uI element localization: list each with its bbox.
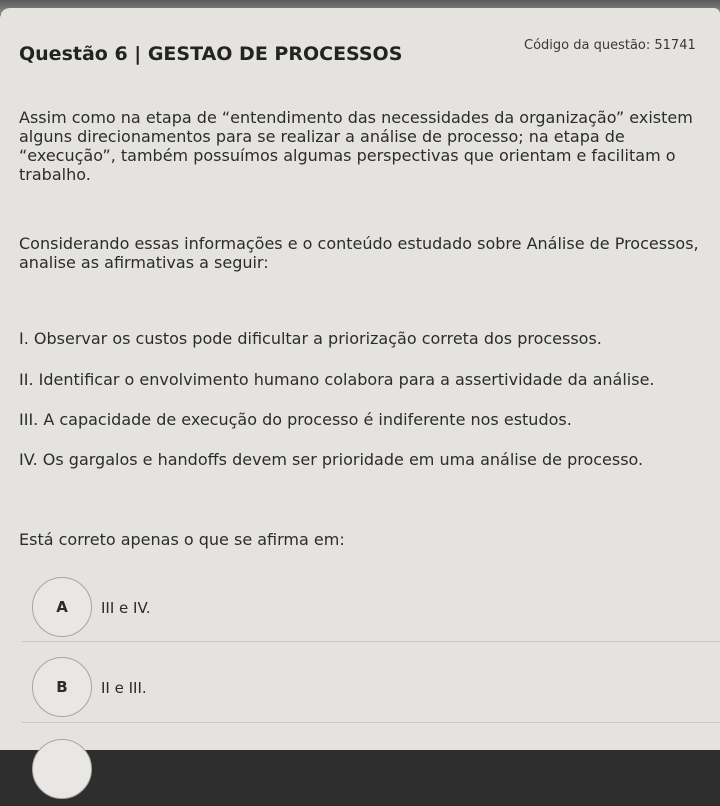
option-a[interactable] (20, 574, 710, 644)
option-divider (22, 722, 720, 723)
option-radio-circle[interactable] (32, 739, 92, 799)
statement-i: I. Observar os custos pode dificultar a priorização correta dos processos. (19, 329, 602, 348)
option-text: II e III. (101, 679, 147, 697)
statement-ii: II. Identificar o envolvimento humano colabora para a assertividade da análise. (19, 370, 655, 389)
option-letter: B (56, 678, 68, 696)
option-c[interactable] (20, 736, 710, 806)
option-b[interactable] (20, 654, 710, 724)
question-card (0, 8, 720, 750)
answer-prompt: Está correto apenas o que se afirma em: (19, 530, 345, 549)
context-paragraph: Assim como na etapa de “entendimento das necessidades da organização” existem alguns direcionamentos para se realizar a análise de processo; na etapa de “execução”, também possuímos algumas perspectivas que orientam e facilitam o trabalho. (19, 108, 693, 184)
option-text: III e IV. (101, 599, 151, 617)
statement-iii: III. A capacidade de execução do processo é indiferente nos estudos. (19, 410, 572, 429)
question-code: Código da questão: 51741 (524, 38, 696, 53)
option-letter: A (56, 598, 68, 616)
question-title: Questão 6 | GESTAO DE PROCESSOS (19, 43, 403, 65)
instruction-paragraph: Considerando essas informações e o conteúdo estudado sobre Análise de Processos, analise as afirmativas a seguir: (19, 234, 699, 272)
option-divider (22, 641, 720, 642)
statement-iv: IV. Os gargalos e handoffs devem ser prioridade em uma análise de processo. (19, 450, 644, 469)
